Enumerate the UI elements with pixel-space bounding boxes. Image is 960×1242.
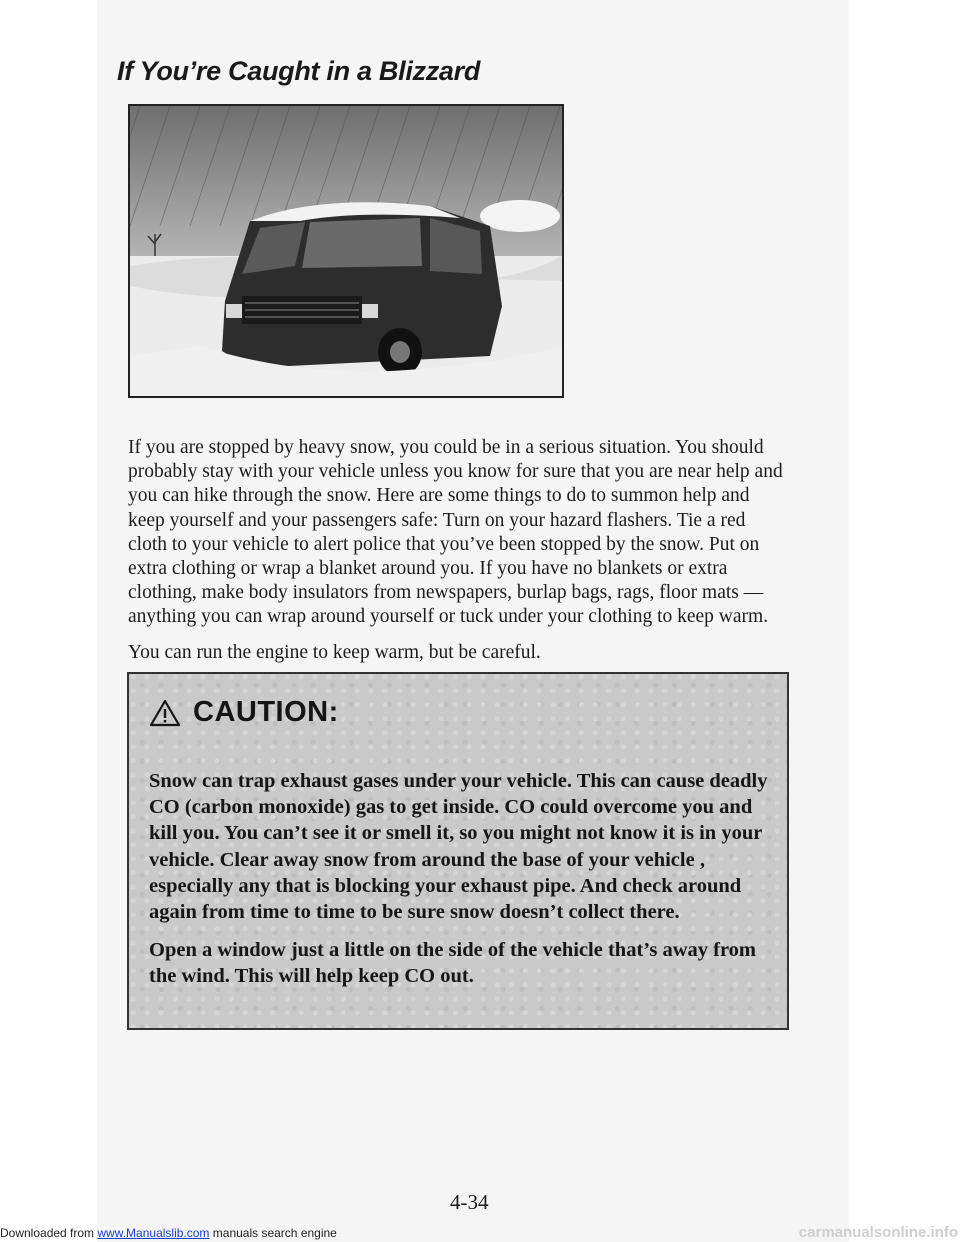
- body-text: [128, 436, 788, 676]
- page-title: If You’re Caught in a Blizzard: [117, 56, 481, 86]
- download-footer: [0, 1226, 337, 1240]
- caution-title: CAUTION:: [193, 696, 339, 728]
- paragraph: You can run the engine to keep warm, but be careful.: [128, 641, 541, 663]
- caution-paragraph: Snow can trap exhaust gases under your vehicle. This can cause deadly CO (carbon monoxide) gas to get inside. CO could overcome you and kill you. You can’t see it or smell it, so you might not know it is in your vehicle. Clear away snow from around the base of your vehicle , especially any that is blocking your exhaust pipe. And check around again from time to time to be sure snow doesn’t collect there.: [149, 770, 768, 924]
- caution-box: [127, 672, 789, 1030]
- footer-suffix: manuals search engine: [209, 1226, 337, 1240]
- manualslib-link[interactable]: www.Manualslib.com: [97, 1226, 210, 1240]
- caution-body: [149, 768, 769, 1002]
- footer-prefix: Downloaded from: [0, 1226, 98, 1240]
- paragraph: If you are stopped by heavy snow, you could be in a serious situation. You should probably stay with your vehicle unless you know for sure that you are near help and you can hike through the snow. Here are some things to do to summon help and keep yourself and your passengers safe: Turn on your hazard flashers. Tie a red cloth to your vehicle to alert police that you’ve been stopped by the snow. Put on extra clothing or wrap a blanket around you. If you have no blankets or extra clothing, make body insulators from newspapers, burlap bags, rags, floor mats — anything you can wrap around yourself or tuck under your clothing to keep warm.: [128, 437, 783, 628]
- caution-heading: [149, 696, 339, 729]
- blizzard-van-illustration: [128, 104, 564, 398]
- page-number: 4-34: [450, 1190, 489, 1214]
- warning-triangle-icon: [149, 698, 181, 728]
- caution-paragraph: Open a window just a little on the side of the vehicle that’s away from the wind. This will help keep CO out.: [149, 939, 757, 988]
- watermark: carmanualsonline.info: [798, 1224, 958, 1241]
